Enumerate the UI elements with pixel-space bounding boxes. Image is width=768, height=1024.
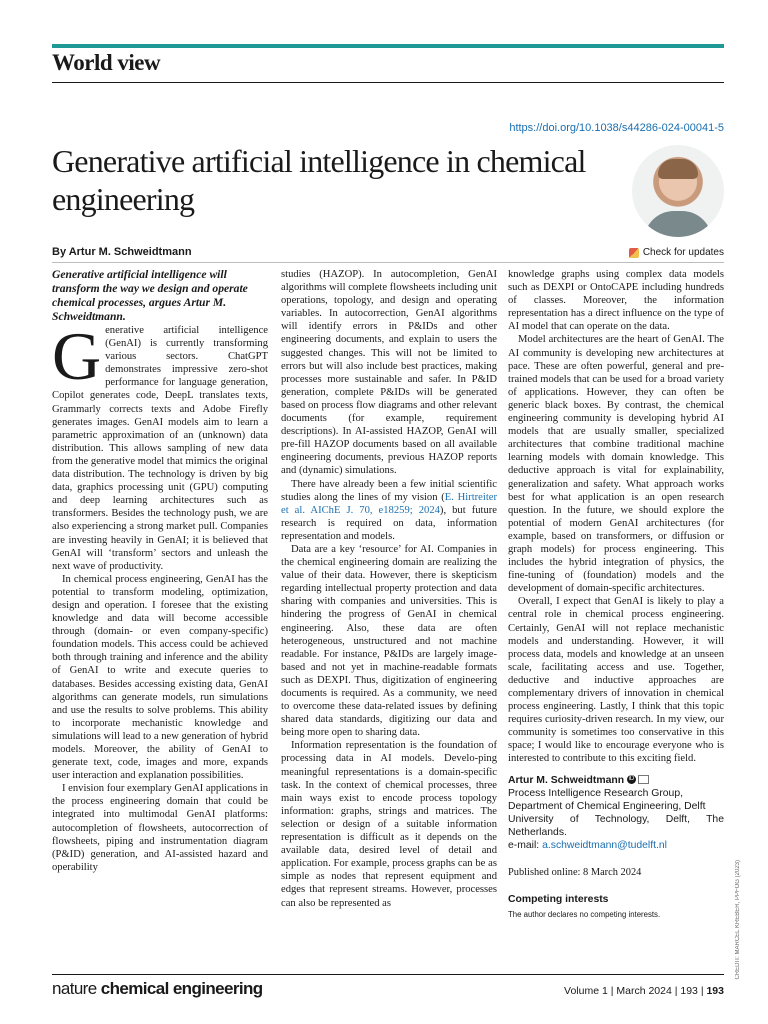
paragraph-10: Overall, I expect that GenAI is likely to play a central role in chemical process engineering. Certainly, GenAI will not replace mechanistic models and understanding. However, it will process data, models and knowledge at an unseen scale, facilitating access and use. Together, deductive and inductive approaches are complementary drivers of innovation in chemical process engineering. Lastly, I think that this topic requires curiosity-driven research. In my view, our community is sometimes too conservative in this space; I would like to encourage everyone who is interested to contribute to this exciting field. (508, 596, 724, 765)
column-2 (281, 268, 497, 910)
author-university: University of Technology, Delft, The Netherlands. (508, 813, 724, 838)
paragraph-8: knowledge graphs using complex data models such as DEXPI or OntoCAPE including hundreds of classes. Moreover, the information representation has a direct influence on the type of AI model that can operate on the data. (508, 269, 724, 333)
check-updates-icon (629, 248, 639, 258)
competing-interests-text: The author declares no competing interests. (508, 909, 661, 919)
footer-divider (52, 974, 724, 975)
section-label: World view (52, 50, 161, 75)
paragraph-3: I envision four exemplary GenAI applications in the process engineering domain that could be integrated into multimodal GenAI platforms: autocompletion of flowsheets, autocorrection of flowsheets, piping and instrumentation diagram (P&ID) generation, and AI-assisted hazard and operability (52, 783, 268, 873)
email-label: e-mail: (508, 839, 543, 851)
paragraph-9: Model architectures are the heart of GenAI. The AI community is developing new architectures at pace. These are often powerful, general and pre-trained models that can be used for a broad variety of applications. However, they can often be generic black boxes. By contrast, the chemical engineering community is developing hybrid AI models that are usually smaller, specialized architectures that combine traditional machine learning models with domain knowledge. This deductive approach is vital for explainability, generalization and safety. What approach works best for what application is an open research question. In the future, we should explore the potential of modern GenAI architectures (for example, based on transformers, or diffusion or graph models) for process engineering. This includes the hybrid integration of physics, the fine-tuning of (foundation) models and the development of domain-specific architectures. (508, 334, 724, 595)
drop-cap: G (52, 318, 102, 394)
photo-credit: CREDIT: MARCEL KREBER, PPFOG (2023) (735, 860, 741, 980)
journal-name (52, 979, 263, 999)
page-footer (564, 985, 724, 997)
author-name: Artur M. Schweidtmann (508, 774, 625, 786)
top-accent-bar (52, 44, 724, 48)
paragraph-5-text-a: There have already been a few initial scientific studies along the lines of my vision ( (281, 478, 497, 503)
paragraph-5 (281, 478, 497, 543)
header-divider (52, 82, 724, 83)
paragraph-5-text-b: ), but future research is required on data, information representation and models. (281, 504, 498, 542)
check-updates-button[interactable] (629, 247, 724, 258)
author-department: Department of Chemical Engineering, Delft (508, 800, 706, 812)
byline-divider (52, 262, 724, 263)
paragraph-2: In chemical process engineering, GenAI has the potential to transform modeling, optimization, design and operation. I foresee that the existing knowledge and data will become accessible through (domain- or even company-specific) foundation models. This access could be achieved both through training and inference and the ability of GenAI to write and execute queries to databases. Besides accessing existing data, GenAI algorithms can generate models, run simulations and use the results to solve problems. This ability to incorporate mechanistic knowledge and simulations will lead to a new generation of hybrid models. Moreover, the ability of GenAI to generate text, code, images and more, expands user interaction and explanation possibilities. (52, 573, 268, 782)
paragraph-1-text: enerative artificial intelligence (GenAI) is currently transforming various sectors. ChatGPT demonstrates impressive zero-shot performance for language generation, Copilot generates code, DeepL translates texts, Grammarly corrects texts and Adobe Firefly generates images. GenAI models aim to learn a parametric approximation of an (unknown) data distribution. This allows sampling of new data from the generative model that mimics the original data distribution. The technology is driven by big data, graphics processing unit (GPU) computing and deep learning architectures such as transformers. Besides the technology push, we are also experiencing a strong market pull. Companies are investing heavily in GenAI; it is believed that GenAI will ‘transform’ sectors and unleash the next wave of productivity. (52, 325, 268, 572)
journal-name-b: chemical engineering (100, 979, 263, 998)
journal-name-a: nature (52, 979, 101, 998)
mail-icon[interactable] (638, 775, 649, 784)
author-group: Process Intelligence Research Group, (508, 787, 683, 799)
published-date: Published online: 8 March 2024 (508, 866, 642, 878)
reference-link[interactable]: E. Hirtreiter et al. AIChE J. 70, e18259; 2024 (281, 491, 497, 516)
volume-info: Volume 1 | March 2024 | 193 | (564, 985, 707, 997)
paragraph-4: studies (HAZOP). In autocompletion, GenAI algorithms will complete flowsheets including unit operations, topology, and design and operating variables. In autocorrection, GenAI algorithms will identify errors in P&IDs and other engineering documents, and explain to users the suggested changes. This will not be limited to errors but will also include best practices, making processes more sustainable and safer. In P&ID generation, complete P&IDs will be generated based on process flow diagrams and other relevant documents (for example, requirement descriptions). In AI-assisted HAZOP, GenAI will pre-fill HAZOP documents based on all available engineering documents, previous HAZOP reports and (dynamic) simulations. (281, 269, 497, 477)
check-updates-label: Check for updates (642, 247, 724, 258)
column-3 (508, 268, 724, 921)
author-info (508, 774, 724, 852)
article-title: Generative artificial intelligence in chemical engineering (52, 143, 586, 217)
standfirst: Generative artificial intelligence will transform the way we design and operate chemical processes, argues Artur M. Schweidtmann. (52, 268, 248, 323)
paragraph-1 (52, 318, 268, 573)
page-number: 193 (706, 985, 724, 997)
orcid-icon[interactable]: iD (628, 776, 635, 783)
author-photo (632, 145, 724, 237)
author-email-link[interactable]: a.schweidtmann@tudelft.nl (542, 839, 667, 851)
paragraph-7: Information representation is the foundation of processing data in AI models. Develo-ping meaningful representations is a domain-specific task. In the context of chemical processes, three main ways exist to encode process topology information: graphs, strings and matrices. The selection or design of a suitable information representation is difficult as it depends on the available data, desired level of detail and application. For example, process graphs can be as simple as nodes that represent equipment and edges that represent streams. However, processes can also be represented as (281, 740, 497, 909)
doi-link[interactable]: https://doi.org/10.1038/s44286-024-00041-5 (509, 122, 724, 134)
author-photo-hair (658, 159, 698, 179)
competing-interests-heading: Competing interests (508, 893, 609, 905)
column-1 (52, 268, 268, 874)
paragraph-6: Data are a key ‘resource’ for AI. Companies in the chemical engineering domain are realizing the value of their data. However, there is skepticism regarding intellectual property protection and data sharing with companies and universities. This is hindering the progress of GenAI in chemical engineering. Also, these data are often heterogeneous, unstructured and not machine readable. For instance, P&IDs are largely image-based and not yet in machine-readable formats such as DEXPI. Thus, digitization of engineering documents is required. As a community, we need to overcome these data-related issues by defining shared data standards, digitizing our data and being more open to sharing data. (281, 543, 497, 739)
author-photo-shirt (644, 211, 712, 237)
byline: By Artur M. Schweidtmann (52, 246, 192, 258)
